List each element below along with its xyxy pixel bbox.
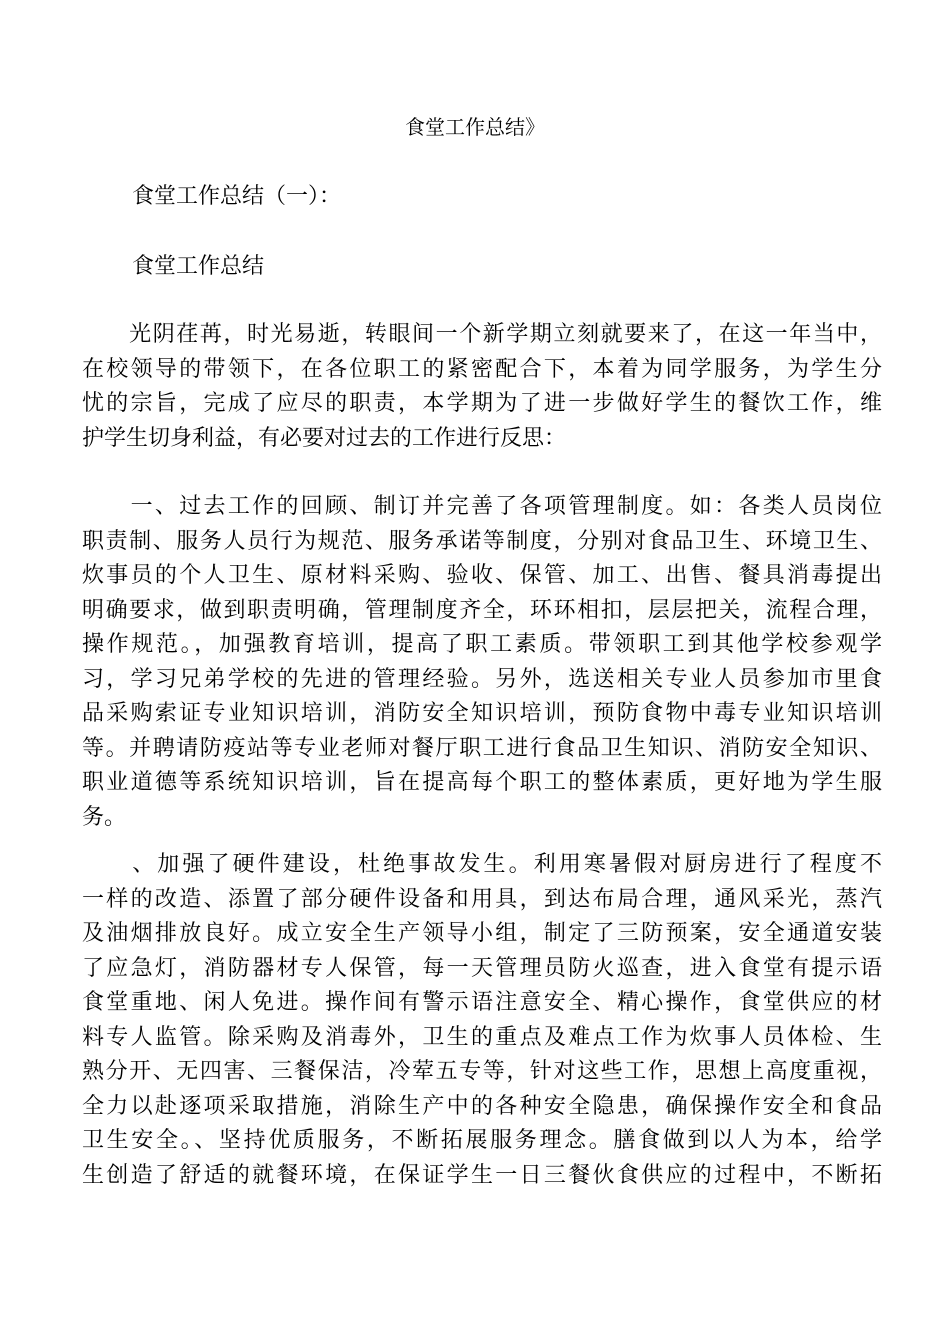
text-line: 在校领导的带领下，在各位职工的紧密配合下，本着为同学服务，为学生分 [82, 356, 882, 382]
text-line: 务。 [82, 804, 127, 830]
document-title: 食堂工作总结》 [405, 115, 545, 139]
section-heading: 食堂工作总结（一）： [132, 184, 342, 209]
text-line: 全力以赴逐项采取措施，消除生产中的各种安全隐患，确保操作安全和食品 [82, 1093, 882, 1119]
text-line: 等。并聘请防疫站等专业老师对餐厅职工进行食品卫生知识、消防安全知识、 [82, 735, 882, 761]
text-line: 光阴荏苒，时光易逝，转眼间一个新学期立刻就要来了，在这一年当中， [82, 322, 882, 347]
text-line: 品采购索证专业知识培训，消防安全知识培训，预防食物中毒专业知识培训 [82, 701, 882, 726]
text-line: 职责制、服务人员行为规范、服务承诺等制度，分别对食品卫生、环境卫生、 [82, 528, 882, 554]
paragraph-1 [82, 318, 882, 456]
text-line: 操作规范。，加强教育培训，提高了职工素质。带领职工到其他学校参观学 [82, 632, 882, 657]
text-line: 卫生安全。、坚持优质服务，不断拓展服务理念。膳食做到以人为本，给学 [82, 1128, 882, 1153]
text-line: 习，学习兄弟学校的先进的管理经验。另外，选送相关专业人员参加市里食 [82, 666, 882, 692]
text-line: 生创造了舒适的就餐环境，在保证学生一日三餐伙食供应的过程中，不断拓 [82, 1162, 882, 1188]
text-line: 护学生切身利益，有必要对过去的工作进行反思： [82, 425, 567, 451]
text-line: 炊事员的个人卫生、原材料采购、验收、保管、加工、出售、餐具消毒提出 [82, 563, 882, 588]
text-line: 一、过去工作的回顾、制订并完善了各项管理制度。如：各类人员岗位 [82, 494, 882, 519]
text-line: 料专人监管。除采购及消毒外，卫生的重点及难点工作为炊事人员体检、生 [82, 1024, 882, 1050]
text-line: 一样的改造、添置了部分硬件设备和用具，到达布局合理，通风采光，蒸汽 [82, 886, 882, 912]
text-line: 职业道德等系统知识培训，旨在提高每个职工的整体素质，更好地为学生服 [82, 770, 882, 795]
section-subheading: 食堂工作总结 [132, 254, 265, 279]
paragraph-3 [82, 848, 882, 1193]
text-line: 明确要求，做到职责明确，管理制度齐全，环环相扣，层层把关，流程合理， [82, 597, 882, 623]
text-line: 了应急灯，消防器材专人保管，每一天管理员防火巡查，进入食堂有提示语 [82, 955, 882, 981]
text-line: 熟分开、无四害、三餐保洁，冷荤五专等，针对这些工作，思想上高度重视， [82, 1059, 882, 1084]
text-line: 及油烟排放良好。成立安全生产领导小组，制定了三防预案，安全通道安装 [82, 921, 882, 946]
paragraph-2 [82, 490, 882, 835]
text-line: 食堂重地、闲人免进。操作间有警示语注意安全、精心操作，食堂供应的材 [82, 990, 882, 1015]
text-line: 忧的宗旨，完成了应尽的职责，本学期为了进一步做好学生的餐饮工作，维 [82, 391, 882, 416]
text-line: 、加强了硬件建设，杜绝事故发生。利用寒暑假对厨房进行了程度不 [82, 852, 882, 877]
